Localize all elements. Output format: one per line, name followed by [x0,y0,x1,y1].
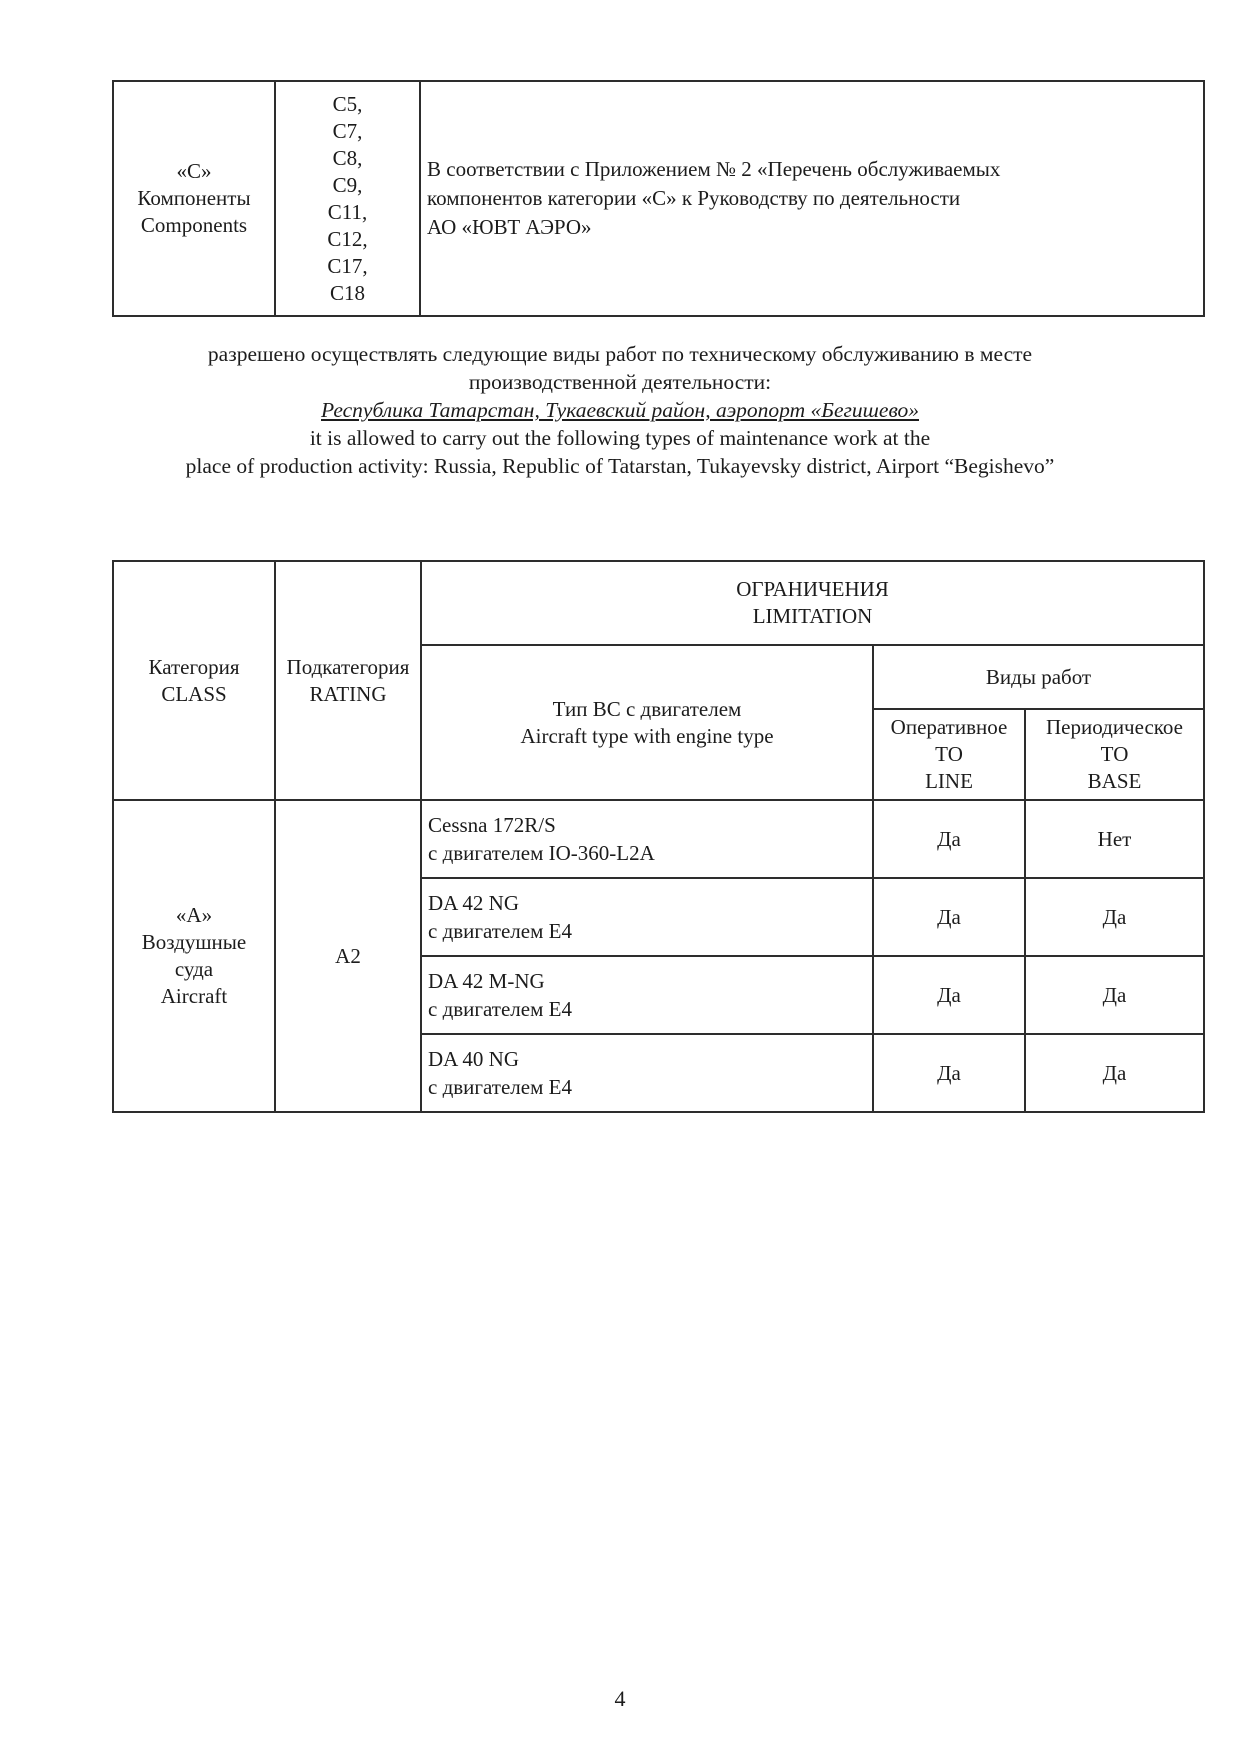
header-line-to-en: LINE [925,769,973,793]
description-line: В соответствии с Приложением № 2 «Перечень обслуживаемых [427,157,1001,181]
code-item: C8, [332,145,363,170]
header-line-to-cell [873,709,1025,800]
components-row [113,81,1204,316]
components-class-cell [113,81,275,316]
line-to-value: Да [873,1034,1025,1112]
aircraft-model: DA 42 NG [428,891,520,915]
class-a-name-ru-2: суда [174,957,214,981]
line-to-value: Да [873,800,1025,878]
header-aircraft-type-en: Aircraft type with engine type [520,723,774,748]
page-number: 4 [614,1686,626,1711]
code-item: C17, [327,253,368,278]
authorization-line-ru-1: разрешено осуществлять следующие виды работ по техническому обслуживанию в месте [207,342,1033,366]
aircraft-type-cell [421,878,873,956]
base-to-value: Да [1025,878,1204,956]
authorization-line-en-2: place of production activity: Russia, Republic of Tatarstan, Tukayevsky district, Airport “Begishevo” [185,454,1055,478]
class-a-name-en: Aircraft [160,984,228,1008]
header-rating-en: RATING [309,681,387,706]
description-line: АО «ЮВТ АЭРО» [427,215,592,239]
code-item: C7, [332,118,363,143]
description-line: компонентов категории «С» к Руководству по деятельности [427,186,961,210]
class-c-name-en: Components [140,213,248,237]
aircraft-engine: с двигателем Е4 [428,997,572,1021]
authorization-line-ru-2: производственной деятельности: [468,370,772,394]
header-base-to-cell [1025,709,1204,800]
header-class-en: CLASS [161,681,227,706]
components-table [112,80,1205,317]
components-description-cell [420,81,1204,316]
ratings-table [112,560,1205,1113]
class-a-label: «А» [175,903,213,927]
class-a-cell [113,800,275,1112]
header-base-to-en: BASE [1087,769,1142,793]
aircraft-row [113,800,1204,878]
code-item: C12, [327,226,368,251]
aircraft-engine: с двигателем IO-360-L2A [428,841,655,865]
header-line-to-ru: Оперативное [890,715,1008,739]
rating-a2-cell [275,800,421,1112]
class-c-label: «С» [176,159,212,183]
class-c-name-ru: Компоненты [137,186,251,210]
header-work-types-ru: Виды работ [985,664,1092,689]
header-base-to-ru2: ТО [1100,742,1129,766]
ratings-header-row-1 [113,561,1204,645]
code-item: C11, [327,199,368,224]
class-a-name-ru-1: Воздушные [141,930,247,954]
authorization-line-en-1: it is allowed to carry out the following types of maintenance work at the [309,426,931,450]
header-limitation-en: LIMITATION [752,604,873,628]
header-base-to-ru: Периодическое [1046,715,1183,739]
header-aircraft-type-cell [421,645,873,800]
aircraft-engine: с двигателем Е4 [428,1075,572,1099]
header-line-to-ru2: ТО [935,742,963,766]
header-limitation-cell [421,561,1204,645]
production-location-ru: Республика Татарстан, Тукаевский район, аэропорт «Бегишево» [321,398,919,422]
aircraft-type-cell [421,956,873,1034]
header-rating-cell [275,561,421,800]
components-codes-cell [275,81,420,316]
aircraft-model: Cessna 172R/S [428,813,556,837]
line-to-value: Да [873,878,1025,956]
header-work-types-cell [873,645,1204,709]
base-to-value: Нет [1025,800,1204,878]
aircraft-type-cell [421,800,873,878]
code-item: C18 [329,280,365,305]
header-class-ru: Категория [148,654,240,679]
aircraft-type-cell [421,1034,873,1112]
header-aircraft-type-ru: Тип ВС с двигателем [552,696,742,721]
base-to-value: Да [1025,956,1204,1034]
aircraft-model: DA 40 NG [428,1047,520,1071]
header-rating-ru: Подкатегория [286,654,410,679]
authorization-paragraph [0,340,1240,480]
header-limitation-ru: ОГРАНИЧЕНИЯ [736,577,889,601]
header-class-cell [113,561,275,800]
aircraft-engine: с двигателем Е4 [428,919,572,943]
code-item: C9, [332,172,363,197]
code-item: C5, [332,91,363,116]
line-to-value: Да [873,956,1025,1034]
rating-a2-label: А2 [335,943,361,968]
base-to-value: Да [1025,1034,1204,1112]
aircraft-model: DA 42 M-NG [428,969,545,993]
